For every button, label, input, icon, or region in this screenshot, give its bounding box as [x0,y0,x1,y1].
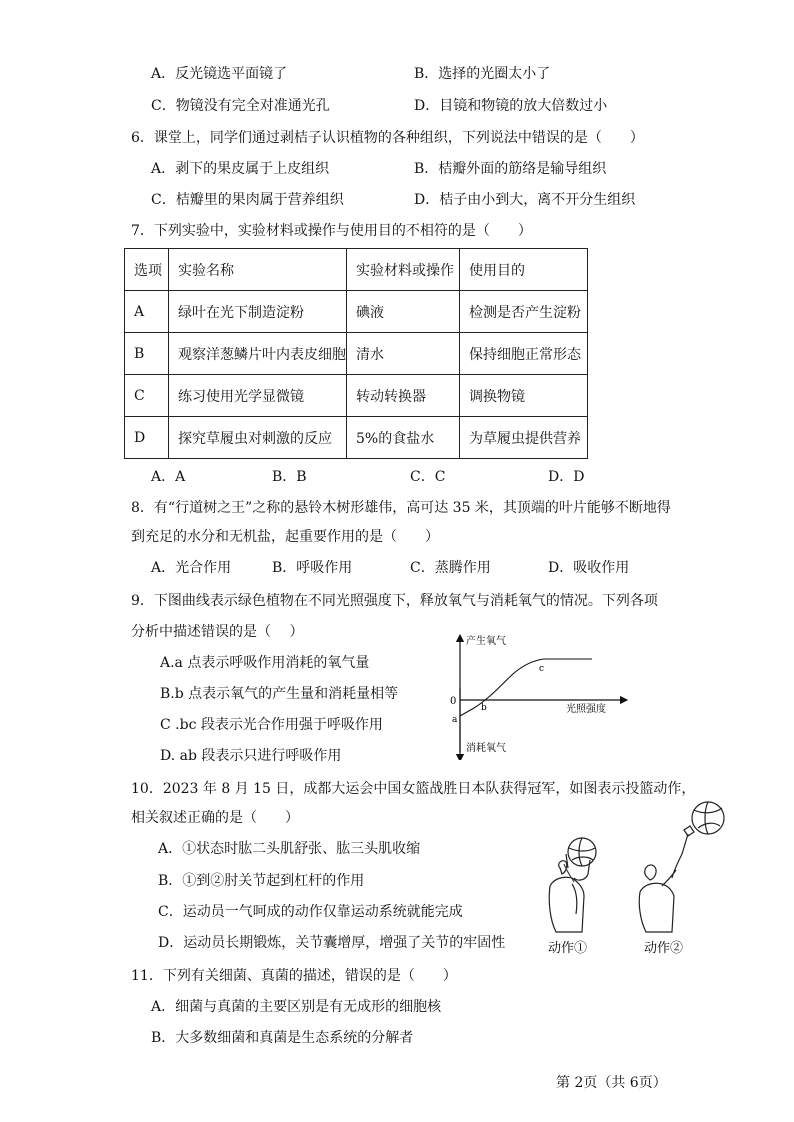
torso-icon [639,883,674,932]
table-row [125,417,588,459]
table-header-cell: 实验名称 [169,249,347,291]
q10-option-d: D．运动员长期锻炼，关节囊增厚，增强了关节的牢固性 [158,935,506,951]
q5-option-c: C．物镜没有完全对准通光孔 [151,98,330,114]
table-cell: 清水 [347,333,460,375]
action-2-label: 动作② [644,941,684,956]
q9-stem-line2: 分析中描述错误的是（ ） [131,624,304,640]
q10-option-c: C．运动员一气呵成的动作仅靠运动系统就能完成 [158,904,463,920]
table-cell: 观察洋葱鳞片叶内表皮细胞 [169,333,347,375]
table-row [125,333,588,375]
q5-option-b: B．选择的光圈太小了 [414,66,551,82]
q10-stem-line2: 相关叙述正确的是（ ） [131,810,299,826]
page-footer: 第 2页（共 6页） [556,1075,667,1091]
table-cell: A [125,291,169,333]
q8-stem-line1: 8．有“行道树之王”之称的悬铃木树形雄伟，高可达 35 米，其顶端的叶片能够不断地得 [131,500,671,516]
x-axis-label: 光照强度 [566,704,606,715]
origin-label: 0 [450,696,457,707]
basketball-icon [692,802,724,834]
table-cell: B [125,333,169,375]
q7-option-c: C．C [410,469,446,485]
q5-option-d: D．目镜和物镜的放大倍数过小 [414,98,608,114]
table-cell: 绿叶在光下制造淀粉 [169,291,347,333]
shooting-action-1-figure [538,828,628,956]
q7-option-b: B．B [272,469,307,485]
q8-option-a: A．光合作用 [151,560,232,576]
q6-option-c: C．桔瓣里的果肉属于营养组织 [151,192,344,208]
point-c-label: c [539,664,545,674]
table-cell: 探究草履虫对刺激的反应 [169,417,347,459]
q10-option-b: B．①到②肘关节起到杠杆的作用 [158,873,365,889]
torso-icon [549,877,584,932]
basketball-icon [568,838,596,866]
q6-option-a: A．剥下的果皮属于上皮组织 [151,161,330,177]
table-header-cell: 选项 [125,249,169,291]
table-header-row [125,249,588,291]
table-row [125,375,588,417]
table-cell: 调换物镜 [460,375,588,417]
q10-option-a: A．①状态时肱二头肌舒张、肱三头肌收缩 [158,841,421,857]
q7-option-d: D．D [548,469,585,485]
table-cell: D [125,417,169,459]
q8-option-c: C．蒸腾作用 [410,560,491,576]
y-top-label: 产生氧气 [466,636,506,647]
q6-option-d: D．桔子由小到大，离不开分生组织 [414,192,636,208]
q8-option-d: D．吸收作用 [548,560,630,576]
table-cell: 碘液 [347,291,460,333]
table-row [125,291,588,333]
table-cell: 转动转换器 [347,375,460,417]
table-cell: C [125,375,169,417]
point-b-label: b [481,703,487,713]
q9-option-d: D. ab 段表示只进行呼吸作用 [160,748,342,764]
q5-option-a: A．反光镜选平面镜了 [151,66,288,82]
table-cell: 保持细胞正常形态 [460,333,588,375]
q11-option-a: A．细菌与真菌的主要区别是有无成形的细胞核 [151,999,442,1015]
q9-option-a: A.a 点表示呼吸作用消耗的氧气量 [160,655,370,671]
table-cell: 5%的食盐水 [347,417,460,459]
q11-stem: 11．下列有关细菌、真菌的描述，错误的是（ ） [131,968,457,984]
table-cell: 检测是否产生淀粉 [460,291,588,333]
q10-stem-line1: 10．2023 年 8 月 15 日，成都大运会中国女篮战胜日本队获得冠军，如图表示投篮动作， [131,781,696,797]
table-cell: 练习使用光学显微镜 [169,375,347,417]
q9-option-b: B.b 点表示氧气的产生量和消耗量相等 [160,686,399,702]
point-a-label: a [452,715,458,725]
q7-stem: 7．下列实验中，实验材料或操作与使用目的不相符的是（ ） [131,223,532,239]
shooting-action-2-figure [632,796,728,956]
oxygen-light-curve-graph [440,628,640,760]
q8-option-b: B．呼吸作用 [272,560,353,576]
table-header-cell: 使用目的 [460,249,588,291]
q6-stem: 6．课堂上，同学们通过剥桔子认识植物的各种组织，下列说法中错误的是（ ） [131,130,644,146]
q7-experiment-table [124,248,588,459]
table-cell: 为草履虫提供营养 [460,417,588,459]
q9-stem-line1: 9．下图曲线表示绿色植物在不同光照强度下，释放氧气与消耗氧气的情况。下列各项 [131,593,658,609]
head-icon [645,865,656,880]
q9-option-c: C .bc 段表示光合作用强于呼吸作用 [160,717,383,733]
table-header-cell: 实验材料或操作 [347,249,460,291]
q7-option-a: A．A [151,469,186,485]
y-bottom-label: 消耗氧气 [466,743,506,754]
q6-option-b: B．桔瓣外面的筋络是输导组织 [414,161,607,177]
q11-option-b: B．大多数细菌和真菌是生态系统的分解者 [151,1030,414,1046]
q8-stem-line2: 到充足的水分和无机盐，起重要作用的是（ ） [131,529,439,545]
action-1-label: 动作① [548,941,588,956]
